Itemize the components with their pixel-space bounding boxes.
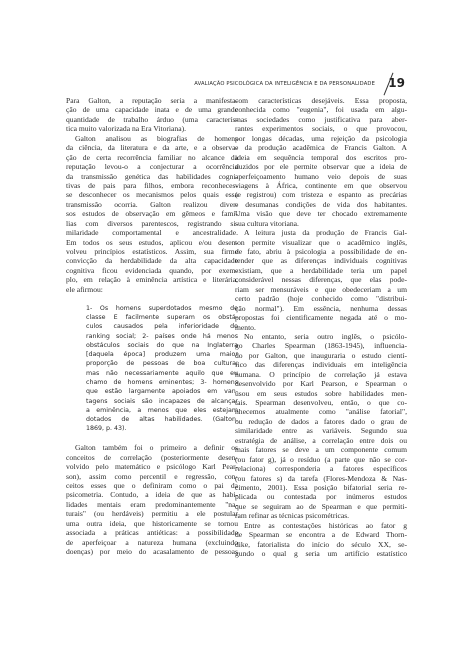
text-line: tivas de pais para filhos, embora reconheces- <box>66 180 238 190</box>
text-line: go Charles Spearman (1863-1945), influencia- <box>235 341 407 351</box>
text-line: de Spearman se encontra a de Edward Thorn- <box>235 530 407 540</box>
text-line: ou redução de dados a fatores dado o grau de <box>235 416 407 426</box>
text-line: aperfeiçoamento humano veio depois de suas <box>235 171 407 181</box>
text-line: No entanto, seria outro inglês, o psicólo- <box>244 331 407 341</box>
quote-line: obstáculos sociais do que na Inglaterra <box>86 341 238 349</box>
text-line: (ou fator g), já o resíduo (a parte que não se cor- <box>235 454 407 464</box>
text-line: e desumanas condições de vida dos habitantes. <box>235 199 407 209</box>
text-line: son), assim como percentil e regressão, con- <box>66 471 238 481</box>
text-line: desenvolvido por Karl Pearson, e Spearman o <box>235 379 407 389</box>
quote-line: a eminência, a menos que eles estejam <box>86 406 238 414</box>
text-line: plicada ou contestada por inúmeros estudos <box>235 492 407 502</box>
text-line: ceitos esses que o definiram como o pai da <box>66 480 238 490</box>
text-line: da transmissão genética das habilidades cogni- <box>66 171 238 181</box>
text-line: riam ser mensuráveis e que obedeceriam a um <box>235 284 407 294</box>
right-column <box>235 96 407 558</box>
text-line: duzidos por ele permite observar que a ideia de <box>235 162 407 172</box>
text-line: existiam, que a herdabilidade teria um papel <box>235 265 407 275</box>
text-line: cognitiva ficou evidenciada quando, por exem- <box>66 265 238 275</box>
text-line: tais. Spearman desenvolveu, então, o que co- <box>235 398 407 407</box>
text-line: ton permite visualizar que o acadêmico inglês, <box>235 237 407 247</box>
text-line: estratégia de análise, a correlação entre dois ou <box>235 435 407 445</box>
text-line: quantidade de trabalho árduo (uma caracterís- <box>66 114 238 124</box>
text-line: ção de certa recorrência familiar no alcance da <box>66 152 238 162</box>
quote-line: 1869, p. 43). <box>86 425 127 433</box>
quote-line: dotados de altas habilidades. (Galton, <box>86 416 238 424</box>
spacer <box>66 434 238 443</box>
text-line: ram refinar as técnicas psicométricas. <box>235 511 350 521</box>
text-line: com características desejáveis. Essa proposta, <box>235 96 407 105</box>
text-line: considerável nessas diferenças, que elas pode- <box>235 275 407 285</box>
text-line: uma outra ideia, que historicamente se tornou <box>66 518 238 528</box>
text-line: humana. O princípio de correlação já estava <box>235 369 407 379</box>
text-line: ideia em sequência temporal dos escritos pro- <box>235 152 407 162</box>
text-line: Uma visão que deve ter chocado extremamente <box>235 209 407 219</box>
text-line: do por Galton, que inauguraria o estudo cientí- <box>235 350 407 360</box>
text-line: conceitos de correlação (posteriormente desen- <box>66 452 238 462</box>
text-line: milaridade comportamental e ancestralidade. <box>66 228 238 238</box>
quote-line: proporção de pessoas de boa cultura, <box>86 360 238 368</box>
text-line: similaridade entre as variáveis. Segundo sua <box>235 426 407 436</box>
text-line: cimento, 2001). Essa posição bifatorial seria re- <box>235 482 407 492</box>
quote-line: ranking social; 2- países onde há menos <box>86 332 238 340</box>
text-line: volveu princípios estatísticos. Assim, sua firme <box>66 247 238 256</box>
text-line: gundo o qual g seria um artifício estatístico <box>235 549 407 558</box>
text-line: ção de uma capacidade inata e de uma grande <box>66 105 238 115</box>
text-line: conhecida como "eugenia", foi usada em algu- <box>235 105 407 115</box>
right-column-body <box>235 96 407 558</box>
text-line: associada a práticas antiéticas: a possibilidade <box>66 528 238 538</box>
text-line: doenças) por meio do acasalamento de pessoas <box>66 547 238 557</box>
text-line: certo padrão (hoje conhecido como "distribui- <box>235 294 407 304</box>
text-line: se desconhecer os mecanismos pelos quais essa <box>66 190 238 200</box>
text-line: transmissão ocorria. Galton realizou diver- <box>66 199 238 209</box>
text-line: lias com diversos parentescos, registrando si- <box>66 218 238 228</box>
quote-line: classe E facilmente superam os obstá- <box>86 313 238 321</box>
text-line: mento. <box>235 322 256 332</box>
left-column-body <box>66 96 238 294</box>
text-line: tender que as diferenças individuais cognitivas <box>235 256 407 266</box>
quote-line: [daquela época] produzem uma maior <box>86 351 238 359</box>
page-number: 19 <box>388 76 405 90</box>
text-line: Entre as contestações históricas ao fator g <box>244 520 407 530</box>
text-line: turais" (ou herdáveis) permitiu a ele postular <box>66 509 238 519</box>
text-line: convicção da herdabilidade da alta capacidade <box>66 256 238 266</box>
left-column <box>66 96 238 556</box>
text-line: volvido pelo matemático e psicólogo Karl Pear- <box>66 462 238 472</box>
quote-line: chamo de homens eminentes; 3- homens <box>86 379 238 386</box>
block-quote <box>66 304 238 434</box>
text-line: tica muito valorizada na Era Vitoriana). <box>66 124 187 134</box>
text-line: de fato, abriu à psicologia a possibilidade de en- <box>235 247 407 256</box>
text-line: Para Galton, a reputação seria a manifesta- <box>66 96 238 105</box>
text-line: reputação levou-o a conjecturar a ocorrência <box>66 162 238 172</box>
text-line: ção normal"). Em essência, nenhuma dessas <box>235 303 407 313</box>
running-head-title: AVALIAÇÃO PSICOLÓGICA DA INTELIGÊNCIA E DA PERSONALIDADE <box>194 81 375 87</box>
text-line: lidades mentais eram predominantemente "na- <box>66 499 238 509</box>
quote-line: culos causados pela inferioridade do <box>86 323 238 331</box>
text-line: viagens à África, continente em que observou <box>235 180 407 190</box>
text-line: propostas foi cientificamente negada até o mo- <box>235 313 407 323</box>
quote-line: que estão largamente apoiados em van- <box>86 388 238 396</box>
text-line: usou em seus estudos sobre habilidades men- <box>235 388 407 398</box>
text-line: fico das diferenças individuais em inteligência <box>235 360 407 370</box>
text-line: ele afirmou: <box>66 284 103 294</box>
text-line: da ciência, da literatura e da arte, e a observa- <box>66 143 238 153</box>
quote-line: tagens sociais são incapazes de alcançar <box>86 397 238 405</box>
text-line: sos estudos de observação em gêmeos e famí- <box>66 209 238 219</box>
text-line: sua cultura vitoriana. <box>235 218 299 228</box>
text-line: relaciona) corresponderia a fatores específicos <box>235 464 407 474</box>
quote-line: 1- Os homens superdotados mesmo de <box>86 304 238 312</box>
spacer <box>66 294 238 303</box>
text-line: por longas décadas, uma rejeição da psicologia <box>235 133 407 143</box>
text-line: A leitura justa da produção de Francis Gal- <box>244 228 407 238</box>
text-line: Em todos os seus estudos, aplicou e/ou desen- <box>66 237 238 247</box>
text-line: de aperfeiçoar a natureza humana (excluindo <box>66 537 238 547</box>
text-line: rantes experimentos sociais, o que provocou, <box>235 124 407 134</box>
left-column-continuation <box>66 443 238 556</box>
text-line: mas sociedades como justificativa para aber- <box>235 114 407 124</box>
text-line: (ou fatores s) da tarefa (Flores-Mendoza & Nas- <box>235 473 407 483</box>
text-line: mais fatores se deve a um componente comum <box>235 445 407 455</box>
text-line: psicometria. Contudo, a ideia de que as habi- <box>66 490 238 500</box>
text-line: e da produção acadêmica de Francis Galton. A <box>235 143 407 153</box>
text-line: dike, fatorialista do início do século XX, se- <box>235 539 407 549</box>
quote-line: mas não necessariamente aquilo que eu <box>86 369 238 377</box>
text-line: Galton analisou as biografias de homens <box>75 133 238 143</box>
text-line: que se seguiram ao de Spearman e que permiti- <box>235 501 407 511</box>
text-line: plo, em relação à eminência artística e literária, <box>66 275 238 285</box>
text-line: (e registrou) com tristeza e espanto as precárias <box>235 190 407 200</box>
text-line: nhecemos atualmente como "análise fatorial", <box>235 407 407 417</box>
text-line: Galton também foi o primeiro a definir os <box>75 443 238 453</box>
